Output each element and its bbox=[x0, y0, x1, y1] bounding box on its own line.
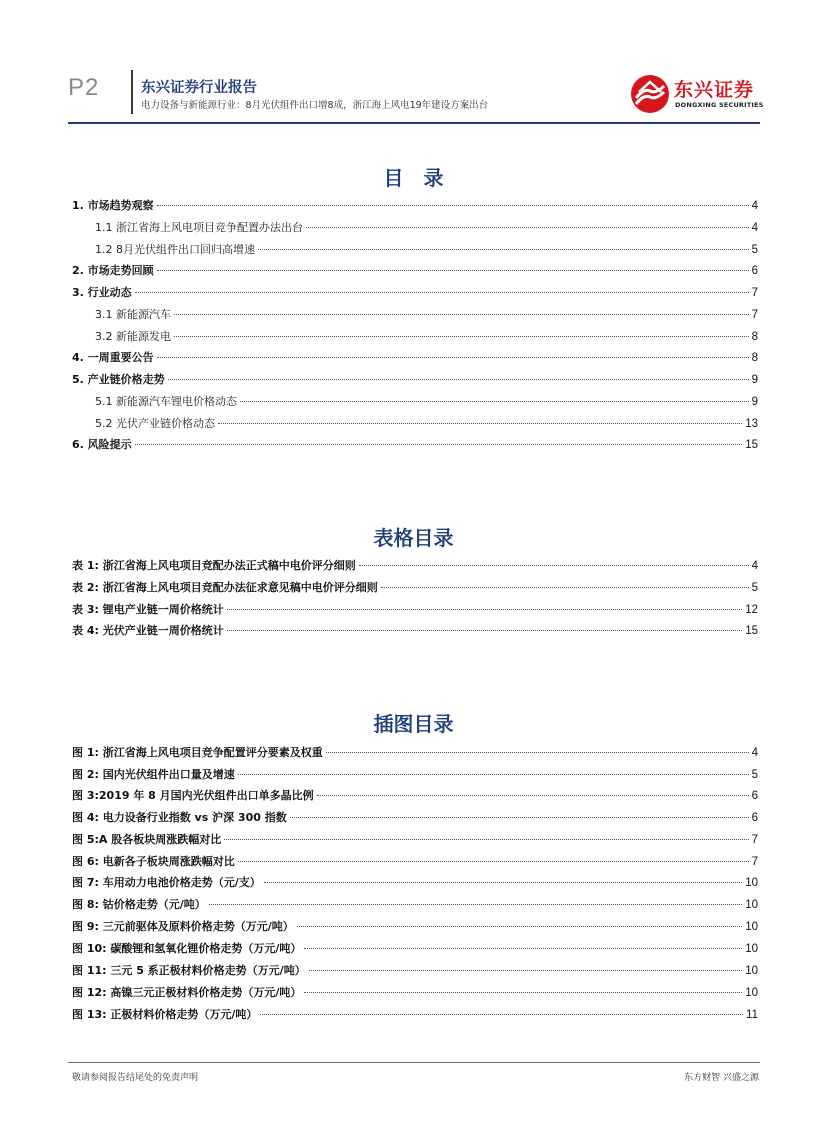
toc-entry[interactable] bbox=[72, 349, 758, 367]
figure-toc-label: 图 11: 三元 5 系正极材料价格走势（万元/吨） bbox=[72, 964, 306, 977]
toc-entry-label: 2. 市场走势回顾 bbox=[72, 264, 154, 277]
leader-dots bbox=[224, 838, 748, 840]
header-rule bbox=[68, 122, 760, 124]
toc-entry[interactable] bbox=[95, 393, 758, 411]
brand-logo bbox=[630, 74, 764, 116]
leader-dots bbox=[317, 794, 749, 796]
leader-dots bbox=[304, 947, 742, 949]
footer-rule bbox=[68, 1062, 760, 1063]
figure-toc-page: 7 bbox=[751, 856, 758, 868]
leader-dots bbox=[157, 356, 749, 358]
header-divider bbox=[131, 70, 133, 114]
figure-toc-page: 11 bbox=[746, 1009, 758, 1021]
figure-toc-label: 图 9: 三元前驱体及原料价格走势（万元/吨） bbox=[72, 920, 294, 933]
figure-toc-label: 图 13: 正极材料价格走势（万元/吨） bbox=[72, 1008, 258, 1021]
toc-entry-label: 6. 风险提示 bbox=[72, 438, 132, 451]
leader-dots bbox=[168, 378, 749, 380]
figure-toc-label: 图 1: 浙江省海上风电项目竞争配置评分要素及权重 bbox=[72, 746, 323, 759]
figure-toc-label: 图 5:A 股各板块周涨跌幅对比 bbox=[72, 833, 222, 846]
toc-entry[interactable] bbox=[95, 306, 758, 324]
page-number: P2 bbox=[68, 74, 100, 101]
table-toc-label: 表 3: 锂电产业链一周价格统计 bbox=[72, 603, 224, 616]
figure-toc-entry[interactable] bbox=[72, 744, 758, 762]
toc-entry-label: 3. 行业动态 bbox=[72, 286, 132, 299]
table-toc-page: 12 bbox=[745, 604, 758, 616]
toc-entry-label: 1. 市场趋势观察 bbox=[72, 199, 154, 212]
figure-toc-entry[interactable] bbox=[72, 831, 758, 849]
figure-toc-label: 图 10: 碳酸锂和氢氧化锂价格走势（万元/吨） bbox=[72, 942, 302, 955]
leader-dots bbox=[304, 991, 742, 993]
table-toc-page: 4 bbox=[751, 560, 758, 572]
leader-dots bbox=[157, 269, 749, 271]
report-series-title: 东兴证券行业报告 bbox=[141, 80, 257, 96]
toc-entry-label: 1.1 浙江省海上风电项目竞争配置办法出台 bbox=[95, 221, 303, 234]
figure-toc-page: 10 bbox=[745, 965, 758, 977]
leader-dots bbox=[260, 1013, 743, 1015]
toc-entry-page: 7 bbox=[751, 309, 758, 321]
figure-toc-entry[interactable] bbox=[72, 896, 758, 914]
figure-toc-entry[interactable] bbox=[72, 787, 758, 805]
figure-toc-page: 10 bbox=[745, 943, 758, 955]
table-toc-label: 表 2: 浙江省海上风电项目竞配办法征求意见稿中电价评分细则 bbox=[72, 581, 378, 594]
leader-dots bbox=[264, 881, 742, 883]
figure-toc-entry[interactable] bbox=[72, 962, 758, 980]
toc-entry-page: 13 bbox=[745, 418, 758, 430]
toc-entry-page: 5 bbox=[751, 244, 758, 256]
tables-toc-title: 表格目录 bbox=[373, 526, 454, 550]
figure-toc-page: 10 bbox=[745, 921, 758, 933]
toc-entry-label: 3.2 新能源发电 bbox=[95, 330, 171, 343]
toc-entry[interactable] bbox=[95, 219, 758, 237]
toc-entry-page: 4 bbox=[751, 200, 758, 212]
toc-entry[interactable] bbox=[72, 371, 758, 389]
table-toc-label: 表 1: 浙江省海上风电项目竞配办法正式稿中电价评分细则 bbox=[72, 559, 356, 572]
toc-entry-label: 4. 一周重要公告 bbox=[72, 351, 154, 364]
leader-dots bbox=[309, 969, 743, 971]
toc-entry-page: 4 bbox=[751, 222, 758, 234]
figure-toc-entry[interactable] bbox=[72, 853, 758, 871]
leader-dots bbox=[157, 204, 749, 206]
logo-mark-icon bbox=[630, 74, 670, 114]
leader-dots bbox=[218, 422, 742, 424]
figure-toc-label: 图 6: 电新各子板块周涨跌幅对比 bbox=[72, 855, 235, 868]
table-toc-entry[interactable] bbox=[72, 579, 758, 597]
leader-dots bbox=[258, 248, 749, 250]
figure-toc-entry[interactable] bbox=[72, 766, 758, 784]
figure-toc-entry[interactable] bbox=[72, 940, 758, 958]
figure-toc-page: 4 bbox=[751, 747, 758, 759]
figure-toc-entry[interactable] bbox=[72, 918, 758, 936]
leader-dots bbox=[326, 751, 749, 753]
toc-entry-label: 1.2 8月光伏组件出口回归高增速 bbox=[95, 243, 255, 256]
figure-toc-page: 10 bbox=[745, 899, 758, 911]
toc-entry-page: 6 bbox=[751, 265, 758, 277]
leader-dots bbox=[306, 226, 749, 228]
toc-entry-label: 5.1 新能源汽车锂电价格动态 bbox=[95, 395, 237, 408]
figure-toc-page: 5 bbox=[751, 769, 758, 781]
leader-dots bbox=[290, 816, 749, 818]
toc-entry[interactable] bbox=[95, 415, 758, 433]
leader-dots bbox=[240, 400, 749, 402]
figure-toc-entry[interactable] bbox=[72, 809, 758, 827]
figure-toc-entry[interactable] bbox=[72, 1006, 758, 1024]
figure-toc-page: 6 bbox=[751, 812, 758, 824]
toc-entry-page: 8 bbox=[751, 352, 758, 364]
figure-toc-label: 图 8: 钴价格走势（元/吨） bbox=[72, 898, 206, 911]
leader-dots bbox=[227, 608, 742, 610]
leader-dots bbox=[135, 291, 749, 293]
figure-toc-page: 10 bbox=[745, 877, 758, 889]
toc-entry-label: 3.1 新能源汽车 bbox=[95, 308, 171, 321]
figure-toc-label: 图 2: 国内光伏组件出口量及增速 bbox=[72, 768, 235, 781]
toc-title: 目 录 bbox=[383, 166, 444, 190]
toc-entry-page: 7 bbox=[751, 287, 758, 299]
logo-text-cn: 东兴证券 bbox=[674, 79, 755, 101]
table-toc-page: 5 bbox=[751, 582, 758, 594]
figure-toc-label: 图 3:2019 年 8 月国内光伏组件出口单多晶比例 bbox=[72, 789, 314, 802]
table-toc-entry[interactable] bbox=[72, 622, 758, 640]
toc-entry[interactable] bbox=[72, 284, 758, 302]
logo-text-en: DONGXING SECURITIES bbox=[675, 101, 764, 109]
leader-dots bbox=[238, 860, 749, 862]
table-toc-label: 表 4: 光伏产业链一周价格统计 bbox=[72, 624, 224, 637]
toc-entry[interactable] bbox=[72, 262, 758, 280]
figure-toc-page: 6 bbox=[751, 790, 758, 802]
leader-dots bbox=[359, 564, 749, 566]
toc-entry[interactable] bbox=[72, 436, 758, 454]
toc-entry-page: 8 bbox=[751, 331, 758, 343]
figure-toc-entry[interactable] bbox=[72, 984, 758, 1002]
leader-dots bbox=[135, 443, 743, 445]
footer-slogan: 东方财智 兴盛之源 bbox=[684, 1073, 759, 1083]
table-toc-page: 15 bbox=[745, 625, 758, 637]
toc-entry-page: 9 bbox=[751, 396, 758, 408]
figure-toc-page: 10 bbox=[745, 987, 758, 999]
leader-dots bbox=[174, 313, 749, 315]
leader-dots bbox=[174, 335, 749, 337]
figure-toc-entry[interactable] bbox=[72, 874, 758, 892]
figures-toc-title: 插图目录 bbox=[373, 712, 454, 736]
toc-entry-page: 15 bbox=[745, 439, 758, 451]
table-toc-entry[interactable] bbox=[72, 601, 758, 619]
leader-dots bbox=[209, 903, 742, 905]
leader-dots bbox=[297, 925, 742, 927]
footer-disclaimer: 敬请参阅报告结尾处的免责声明 bbox=[72, 1073, 199, 1083]
toc-entry[interactable] bbox=[72, 197, 758, 215]
figure-toc-page: 7 bbox=[751, 834, 758, 846]
toc-entry-page: 9 bbox=[751, 374, 758, 386]
leader-dots bbox=[238, 773, 749, 775]
figure-toc-label: 图 7: 车用动力电池价格走势（元/支） bbox=[72, 876, 261, 889]
report-subtitle: 电力设备与新能源行业：8月光伏组件出口增8成，浙江海上风电19年建设方案出台 bbox=[141, 100, 489, 111]
toc-entry-label: 5. 产业链价格走势 bbox=[72, 373, 165, 386]
toc-entry-label: 5.2 光伏产业链价格动态 bbox=[95, 417, 215, 430]
toc-entry[interactable] bbox=[95, 328, 758, 346]
toc-entry[interactable] bbox=[95, 241, 758, 259]
leader-dots bbox=[227, 629, 742, 631]
leader-dots bbox=[381, 586, 749, 588]
figure-toc-label: 图 12: 高镍三元正极材料价格走势（万元/吨） bbox=[72, 986, 302, 999]
table-toc-entry[interactable] bbox=[72, 557, 758, 575]
figure-toc-label: 图 4: 电力设备行业指数 vs 沪深 300 指数 bbox=[72, 811, 287, 824]
